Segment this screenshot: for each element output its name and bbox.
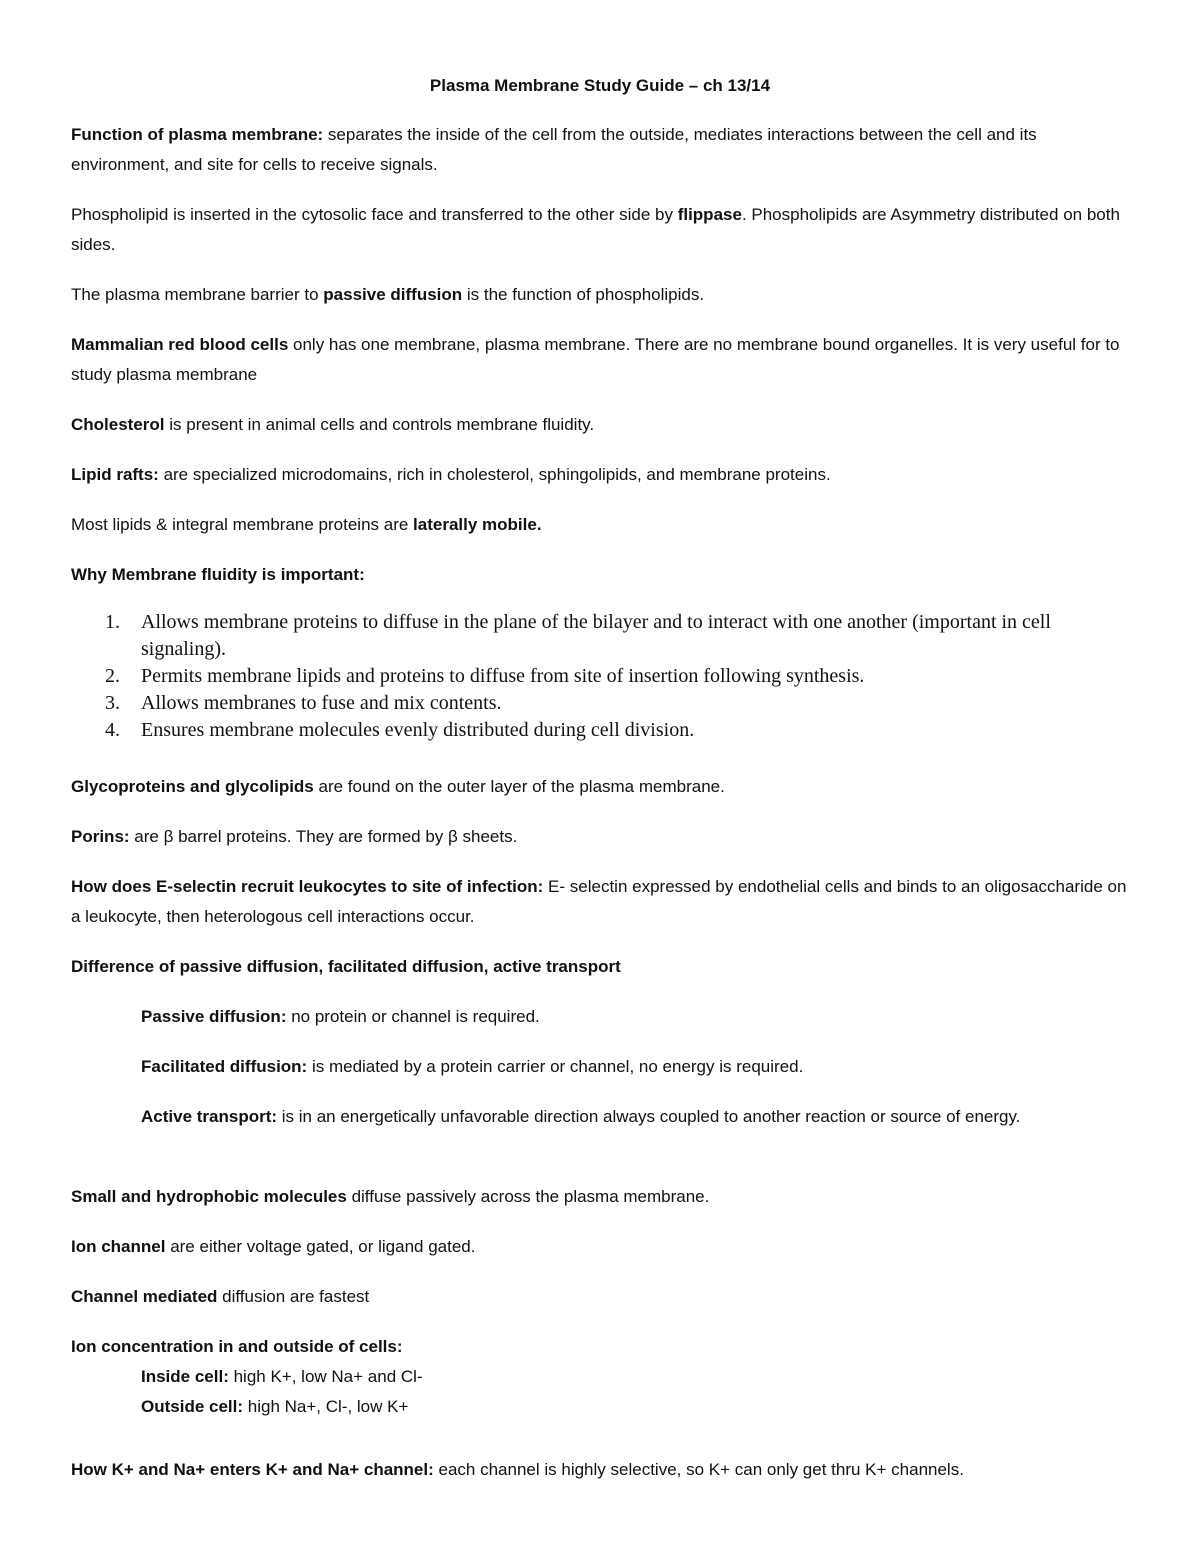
paragraph-text: are β barrel proteins. They are formed by β sheets. <box>129 827 518 846</box>
paragraph-ion-channel <box>71 1232 1131 1262</box>
paragraph-passive-diffusion-barrier <box>71 280 1131 310</box>
paragraph-text: each channel is highly selective, so K+ can only get thru K+ channels. <box>433 1460 964 1479</box>
paragraph-text: is in an energetically unfavorable direction always coupled to another reaction or source of energy. <box>277 1107 1021 1126</box>
paragraph-active-transport <box>141 1102 1131 1132</box>
term-label: Lipid rafts: <box>71 465 159 484</box>
term-label: Passive diffusion: <box>141 1007 287 1026</box>
heading-transport-difference <box>71 952 1131 982</box>
term-label: Inside cell: <box>141 1367 229 1386</box>
list-item-text: Allows membranes to fuse and mix contents. <box>141 692 502 714</box>
paragraph-text: E- selectin expressed by endothelial cells and binds to an oligosaccharide on a leukocyte, then heterologous cell interactions occur. <box>71 877 1127 926</box>
term-label: Facilitated diffusion: <box>141 1057 308 1076</box>
list-item-number: 2. <box>105 665 120 687</box>
paragraph-text: no protein or channel is required. <box>286 1007 540 1026</box>
paragraph-text: Most lipids & integral membrane proteins are <box>71 515 414 534</box>
paragraph-red-blood-cells <box>71 330 1131 390</box>
document-title: Plasma Membrane Study Guide – ch 13/14 <box>429 76 771 95</box>
paragraph-text: are either voltage gated, or ligand gated. <box>165 1237 476 1256</box>
paragraph-text: separates the inside of the cell from the outside, mediates interactions between the cell and its environment, and site for cells to receive signals. <box>71 125 1037 174</box>
list-item-number: 3. <box>105 692 120 714</box>
paragraph-plasma-membrane-function <box>71 120 1131 180</box>
paragraph-inside-cell <box>141 1362 1131 1392</box>
heading-ion-concentration <box>71 1332 1131 1362</box>
list-item <box>71 663 1131 690</box>
paragraph-glycoproteins <box>71 772 1131 802</box>
paragraph-text: high K+, low Na+ and Cl- <box>228 1367 423 1386</box>
list-item-text: Permits membrane lipids and proteins to diffuse from site of insertion following synthesis. <box>141 665 865 687</box>
list-item <box>71 609 1131 663</box>
paragraph-text: is mediated by a protein carrier or channel, no energy is required. <box>307 1057 804 1076</box>
term-label: Small and hydrophobic molecules <box>71 1187 347 1206</box>
list-item-number: 1. <box>105 611 120 633</box>
paragraph-k-na-channels <box>71 1455 1131 1485</box>
paragraph-text: is the function of phospholipids. <box>462 285 705 304</box>
list-item-text: Allows membrane proteins to diffuse in the plane of the bilayer and to interact with one another (important in cell signaling). <box>141 611 1051 660</box>
term-label: laterally mobile. <box>413 515 542 534</box>
term-label: Glycoproteins and glycolipids <box>71 777 314 796</box>
term-label: How K+ and Na+ enters K+ and Na+ channel: <box>71 1460 434 1479</box>
term-label: Ion channel <box>71 1237 166 1256</box>
fluidity-importance-list <box>71 609 1131 744</box>
term-label: Channel mediated <box>71 1287 218 1306</box>
paragraph-passive-diffusion <box>141 1002 1131 1032</box>
term-label: Function of plasma membrane: <box>71 125 324 144</box>
term-label: Porins: <box>71 827 130 846</box>
term-label: flippase <box>677 205 742 224</box>
term-label: How does E-selectin recruit leukocytes to site of infection: <box>71 877 544 896</box>
paragraph-phospholipid-flippase <box>71 200 1131 260</box>
list-item <box>71 717 1131 744</box>
list-item-number: 4. <box>105 719 120 741</box>
paragraph-text: Phospholipid is inserted in the cytosolic face and transferred to the other side by <box>71 205 678 224</box>
term-label: Ion concentration in and outside of cells: <box>71 1337 403 1356</box>
paragraph-text: diffusion are fastest <box>217 1287 370 1306</box>
paragraph-text: are specialized microdomains, rich in cholesterol, sphingolipids, and membrane proteins. <box>158 465 831 484</box>
paragraph-facilitated-diffusion <box>141 1052 1131 1082</box>
paragraph-porins <box>71 822 1131 852</box>
heading-membrane-fluidity <box>71 560 1131 590</box>
term-label: Why Membrane fluidity is important: <box>71 565 365 584</box>
term-label: Mammalian red blood cells <box>71 335 289 354</box>
term-label: Active transport: <box>141 1107 278 1126</box>
paragraph-text: diffuse passively across the plasma membrane. <box>346 1187 710 1206</box>
paragraph-cholesterol <box>71 410 1131 440</box>
paragraph-outside-cell <box>141 1392 1131 1422</box>
paragraph-text: only has one membrane, plasma membrane. There are no membrane bound organelles. It is very useful for to study plasma membrane <box>71 335 1120 384</box>
paragraph-text: The plasma membrane barrier to <box>71 285 324 304</box>
paragraph-small-hydrophobic <box>71 1182 1131 1212</box>
paragraph-text: high Na+, Cl-, low K+ <box>243 1397 409 1416</box>
paragraph-text: . Phospholipids are Asymmetry distributed on both sides. <box>71 205 1120 254</box>
list-item-text: Ensures membrane molecules evenly distributed during cell division. <box>141 719 695 741</box>
paragraph-text: is present in animal cells and controls membrane fluidity. <box>164 415 595 434</box>
paragraph-channel-mediated <box>71 1282 1131 1312</box>
list-item <box>71 690 1131 717</box>
paragraph-e-selectin <box>71 872 1131 932</box>
paragraph-lipid-rafts <box>71 460 1131 490</box>
term-label: passive diffusion <box>323 285 463 304</box>
term-label: Difference of passive diffusion, facilitated diffusion, active transport <box>71 957 621 976</box>
term-label: Cholesterol <box>71 415 165 434</box>
paragraph-laterally-mobile <box>71 510 1131 540</box>
paragraph-text: are found on the outer layer of the plasma membrane. <box>313 777 725 796</box>
term-label: Outside cell: <box>141 1397 244 1416</box>
